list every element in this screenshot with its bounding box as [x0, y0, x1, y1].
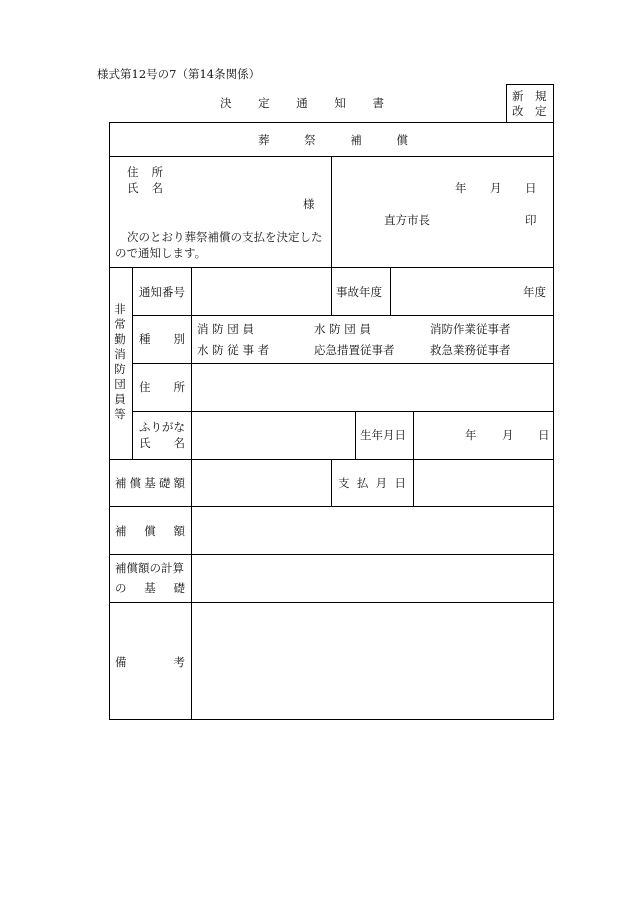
table-rule: [331, 267, 332, 315]
table-rule: [132, 267, 133, 459]
table-rule: [132, 315, 554, 316]
accident-year-label: 事故年度: [336, 285, 382, 299]
section-title-char: 祭: [304, 133, 316, 147]
notice-text-line1: 次のとおり葬祭補償の支払を決定した: [127, 230, 323, 244]
label-char: 補: [115, 476, 127, 490]
base-amount-label: [115, 476, 185, 490]
table-rule: [109, 602, 554, 603]
birth-month: 月: [502, 428, 514, 442]
birth-year: 年: [465, 428, 477, 442]
issue-date-year: 年: [455, 181, 467, 195]
remarks-label: [115, 655, 185, 669]
table-rule: [191, 267, 192, 720]
calc-basis-label-line1: 補償額の計算: [115, 561, 184, 575]
section-title-char: 補: [350, 133, 362, 147]
title-char: 決: [220, 96, 232, 110]
furigana-label: ふりがな: [139, 420, 185, 434]
form-number: 様式第12号の7（第14条関係）: [97, 67, 261, 81]
label-char: 氏: [139, 436, 151, 450]
label-char: 払: [356, 476, 369, 490]
seal-mark: 印: [525, 213, 537, 227]
label-char: 月: [375, 476, 388, 490]
birthdate-label: 生年月日: [360, 428, 406, 442]
amount-label: [115, 524, 185, 538]
type-label: [139, 332, 185, 346]
table-rule: [109, 554, 554, 555]
type-option: 応急措置従事者: [314, 343, 395, 357]
label-char: 基: [144, 581, 156, 595]
section-title-char: 償: [396, 133, 408, 147]
revision-label: 改: [512, 104, 524, 118]
label-char: 備: [115, 655, 127, 669]
label-char: 種: [139, 332, 151, 346]
type-option: 水 防 従 事 者: [197, 343, 270, 357]
notice-text-line2: ので通知します。: [115, 246, 207, 260]
issue-date-day: 日: [525, 181, 537, 195]
section-title-char: 葬: [258, 133, 270, 147]
label-char: 額: [173, 524, 185, 538]
label-char: 支: [338, 476, 350, 490]
regulation-label: 規: [535, 89, 547, 103]
label-char: 礎: [173, 581, 185, 595]
title-char: 定: [258, 96, 270, 110]
table-rule: [109, 506, 554, 507]
table-rule: [331, 156, 332, 267]
type-option: 消 防 団 員: [197, 322, 254, 336]
member-address-label: [139, 380, 185, 394]
recipient-address-label: [127, 165, 163, 179]
label-char: 所: [173, 380, 185, 394]
title-char: 書: [372, 96, 384, 110]
title-char: 通: [296, 96, 308, 110]
table-rule: [390, 267, 391, 315]
payment-date-label: [338, 476, 406, 490]
member-name-label: [139, 436, 185, 450]
label-char: 考: [173, 655, 185, 669]
issue-date-month: 月: [490, 181, 502, 195]
type-option: 水 防 団 員: [314, 322, 371, 336]
section-title: [258, 133, 408, 147]
calc-basis-label-line2: [115, 581, 185, 595]
table-rule: [355, 411, 356, 459]
label-char: 名: [151, 181, 163, 195]
label-char: 氏: [127, 181, 139, 195]
label-char: の: [115, 581, 127, 595]
fiscal-year-suffix: 年度: [523, 285, 546, 299]
label-char: 基: [144, 476, 156, 490]
table-rule: [132, 411, 554, 412]
label-char: 額: [173, 476, 185, 490]
label-char: 補: [115, 524, 127, 538]
table-rule: [413, 411, 414, 459]
document-title: [220, 96, 384, 110]
label-char: 住: [139, 380, 151, 394]
label-char: 所: [151, 165, 163, 179]
recipient-name-label: [127, 181, 163, 195]
label-char: 償: [129, 476, 142, 490]
table-rule: [413, 459, 414, 506]
type-option: 救急業務従事者: [430, 343, 511, 357]
birth-day: 日: [538, 428, 550, 442]
mayor-title: 直方市長: [384, 213, 430, 227]
title-char: 知: [334, 96, 346, 110]
label-char: 別: [173, 332, 185, 346]
new-label: 新: [512, 89, 524, 103]
label-char: 礎: [158, 476, 171, 490]
type-option: 消防作業従事者: [430, 322, 511, 336]
label-char: 名: [173, 436, 185, 450]
table-rule: [331, 459, 332, 506]
label-char: 償: [144, 524, 156, 538]
notice-number-label: 通知番号: [139, 285, 185, 299]
table-rule: [132, 363, 554, 364]
label-char: 日: [394, 476, 406, 490]
label-char: 住: [127, 165, 139, 179]
member-side-label: 非常勤消防団員等: [114, 302, 126, 421]
fix-label: 定: [535, 104, 547, 118]
honorific: 様: [303, 197, 315, 211]
